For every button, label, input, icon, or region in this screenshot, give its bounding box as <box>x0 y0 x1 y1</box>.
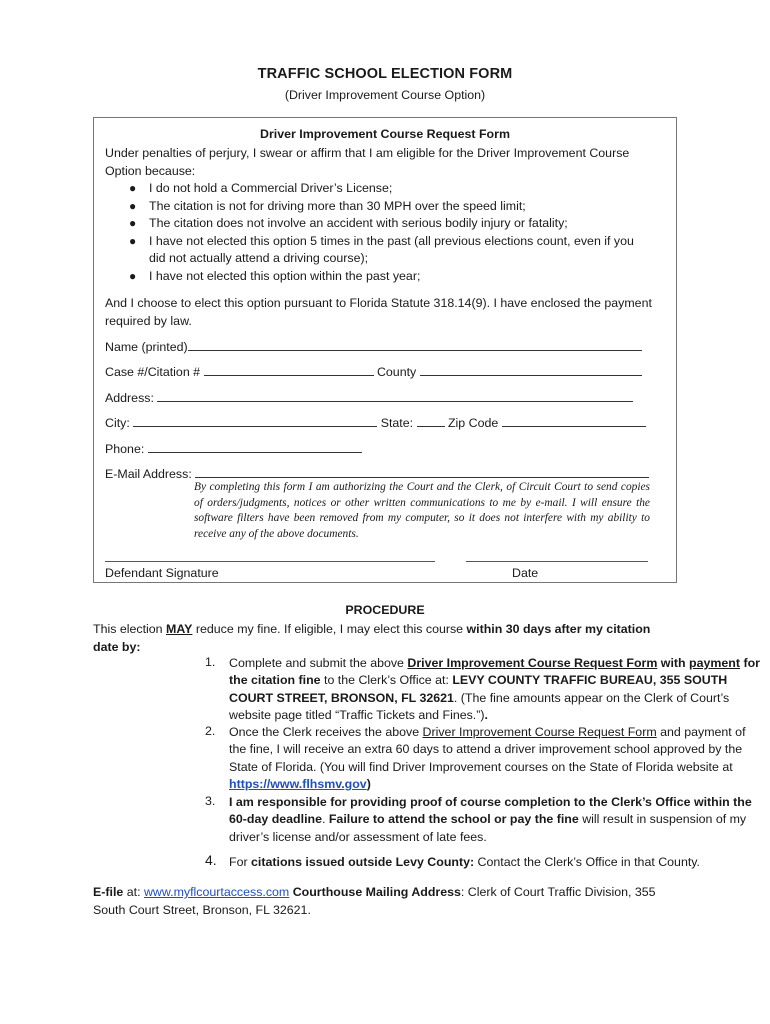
form-title: TRAFFIC SCHOOL ELECTION FORM <box>257 66 513 82</box>
bullet-icon: ● <box>129 198 137 213</box>
list-item: ● The citation is not for driving more than 30 MPH over the speed limit; <box>105 198 665 216</box>
list-item: ● I do not hold a Commercial Driver’s License; <box>105 180 665 198</box>
email-authorization-note: By completing this form I am authorizing the Court and the Clerk, of Circuit Court to send copies of orders/judgments, notices or other written communications to me by e-mail. I will ensure the software filters have been removed from my computer, so it does not interfere with my ability to receive any of the above documents. <box>194 481 650 540</box>
zip-input[interactable] <box>502 414 646 427</box>
case-input[interactable] <box>204 363 374 376</box>
signature-line[interactable] <box>105 561 435 562</box>
eligibility-intro <box>105 145 665 180</box>
email-input[interactable] <box>195 465 649 478</box>
case-county-row <box>105 363 665 381</box>
email-label: E-Mail Address: <box>105 467 192 481</box>
efile-link[interactable]: www.myflcourtaccess.com <box>143 885 290 899</box>
eligibility-list <box>105 180 665 286</box>
form-subtitle: (Driver Improvement Course Option) <box>284 88 486 102</box>
bullet-icon: ● <box>129 268 137 283</box>
signature-label: Defendant Signature <box>105 566 219 580</box>
list-item: ● I have not elected this option within the past year; <box>105 268 665 286</box>
name-field-row <box>105 338 665 356</box>
eligibility-intro-line-1: Under penalties of perjury, I swear or affirm that I am eligible for the Driver Improvement Course <box>105 146 630 160</box>
bullet-icon: ● <box>129 216 137 231</box>
county-label: County <box>376 365 417 379</box>
bullet-icon: ● <box>129 233 137 248</box>
request-form-box <box>93 117 677 583</box>
request-form-title: Driver Improvement Course Request Form <box>260 127 510 141</box>
address-label: Address: <box>105 391 154 405</box>
election-statement-line-1: And I choose to elect this option pursuant to Florida Statute 318.14(9). I have enclosed the payment <box>105 296 652 310</box>
list-item: ● I have not elected this option 5 times in the past (all previous elections count, even if you did not actually attend a driving course); <box>129 233 634 266</box>
address-row <box>105 389 665 407</box>
flhsmv-link[interactable]: https://www.flhsmv.gov <box>229 777 367 792</box>
city-label: City: <box>105 416 130 430</box>
address-input[interactable] <box>157 389 633 402</box>
phone-row <box>105 440 665 458</box>
footer-contact: E-file at: www.myflcourtaccess.com Courthouse Mailing Address: Clerk of Court Traffic Division, 355 South Court Street, Bronson, FL 32621. <box>93 885 656 917</box>
phone-input[interactable] <box>148 440 362 453</box>
document-page: TRAFFIC SCHOOL ELECTION FORM (Driver Improvement Course Option) Driver Improvement Course Request Form Under penalties of perjury, I swear or affirm that I am eligible for the Driver Improvement Course Option because: ● I do not hold a Commercial Driver’s License; ● The citation is not for driving more than 30 MPH over the speed limit; ● The citation does not involve an accident with serious bodily injury or fatality; ● I have not elected this option 5 times in the past (all previous elections count, even if you did not actually attend a driving course); ● I have not elected this option within the past year; And I choose to elect this option pursuant to Florida Statute 318.14(9). I have enclosed the payment required by law. Name (printed) Case #/Citation # County Address: City: State: Zip Code Phone: E-Mail Address: By completing this form I am authorizing the Court and the Clerk, of Circuit Court to send copies of orders/judgments, notices or other written communications to me by e-mail. I will ensure the software filters have been removed from my computer, so it does not interfere with my ability to receive any of the above documents. Defendant Signature Date PROCEDURE This election MAY reduce my fine. If eligible, I may elect this course within 30 days after my citation date by: 1. Complete and submit the above Driver Improvement Course Request Form with payment for the citation fine to the Clerk’s Office at: LEVY COUNTY TRAFFIC BUREAU, 355 SOUTH COURT STREET, BRONSON, FL 32621. (The fine amounts appear on the Clerk of Court’s website page titled “Traffic Tickets and Fines.”). 2. Once the Clerk receives the above Driver Improvement Course Request Form and payment of the fine, I will receive an extra 60 days to attend a driver improvement school approved by the State of Florida. (You will find Driver Improvement courses on the State of Florida website at https://www.flhsmv.gov) 3. I am responsible for providing proof of course completion to the Clerk’s Office within the 60-day deadline. Failure to attend the school or pay the fine will result in suspension of my driver’s license and/or assessment of late fees. 4. For citations issued outside Levy County: Contact the Clerk’s Office in that County. E-file at: www.myflcourtaccess.com Courthouse Mailing Address: Clerk of Court Traffic Division, 355 South Court Street, Bronson, FL 32621. <box>0 0 770 1024</box>
date-line[interactable] <box>466 561 648 562</box>
zip-label: Zip Code <box>447 416 499 430</box>
list-item: ● The citation does not involve an accident with serious bodily injury or fatality; <box>105 215 665 233</box>
election-statement <box>105 295 665 330</box>
state-label: State: <box>380 416 414 430</box>
case-label: Case #/Citation # <box>105 365 201 379</box>
name-input[interactable] <box>188 338 642 351</box>
name-label: Name (printed) <box>105 340 188 354</box>
procedure-title: PROCEDURE <box>345 603 425 617</box>
bullet-icon: ● <box>129 181 137 195</box>
city-state-zip-row <box>105 414 665 432</box>
procedure-intro: This election MAY reduce my fine. If eligible, I may elect this course within 30 days after my citation date by: <box>93 622 651 654</box>
city-input[interactable] <box>133 414 377 427</box>
state-input[interactable] <box>417 414 445 427</box>
phone-label: Phone: <box>105 442 145 456</box>
eligibility-intro-line-2: Option because: <box>105 163 196 178</box>
election-statement-line-2: required by law. <box>105 313 192 328</box>
county-input[interactable] <box>420 363 642 376</box>
date-label: Date <box>512 566 539 580</box>
